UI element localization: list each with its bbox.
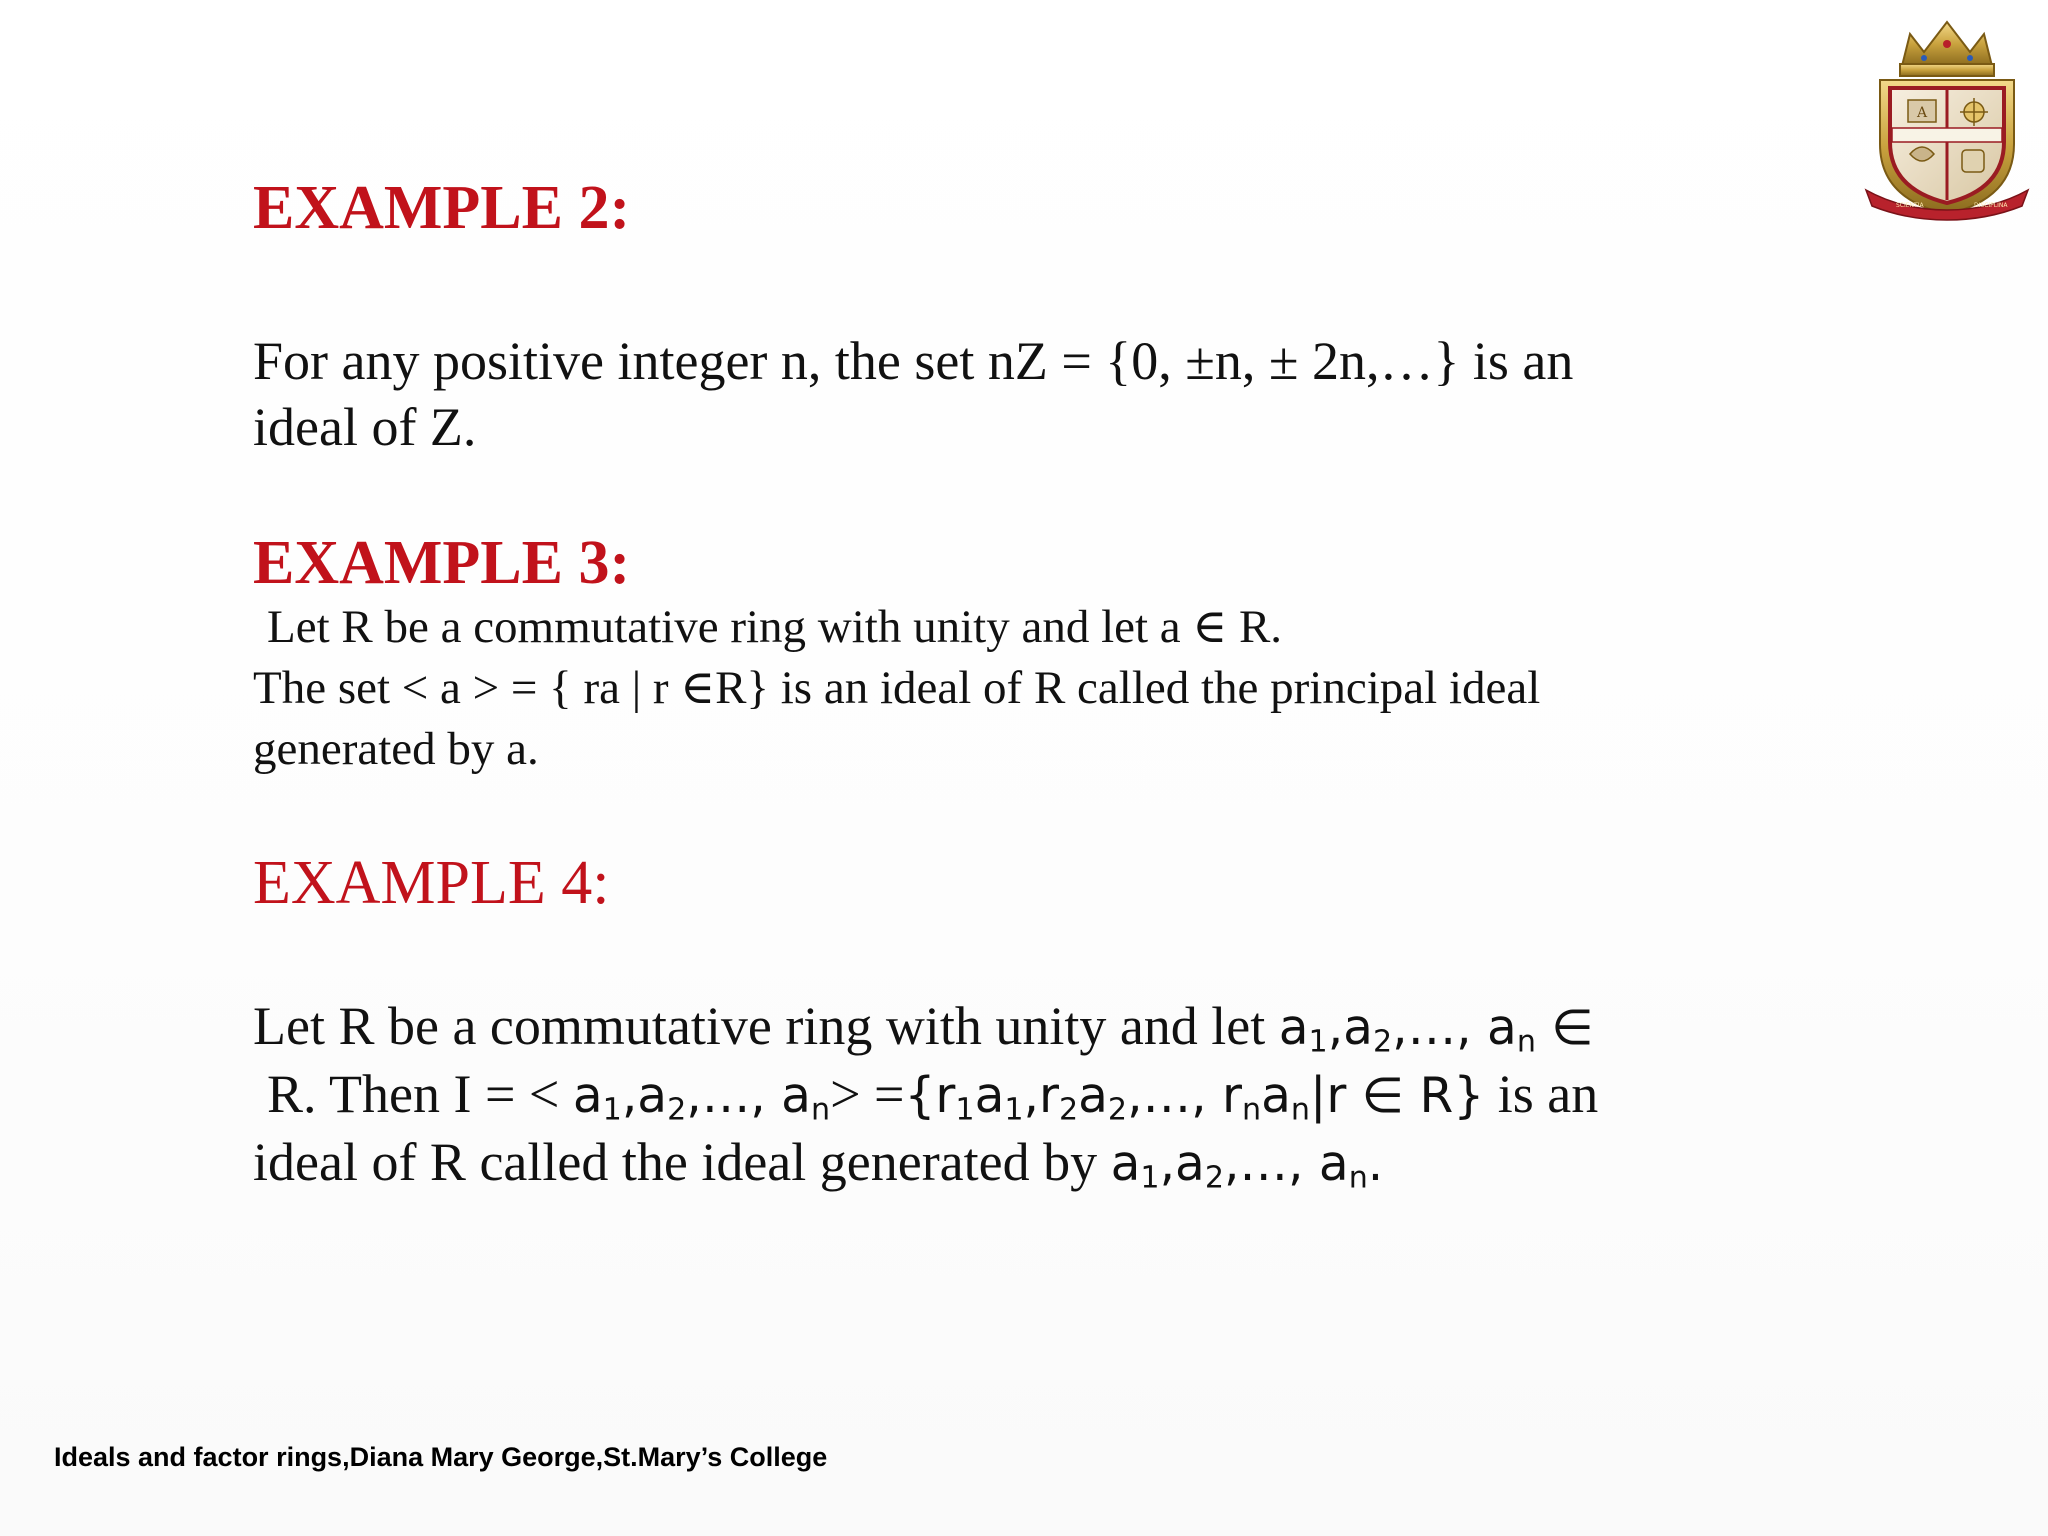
svg-text:SCIENTIA: SCIENTIA — [1896, 202, 1924, 209]
footer-caption: Ideals and factor rings,Diana Mary George,St.Mary’s College — [54, 1442, 828, 1472]
college-crest-icon — [1862, 14, 2032, 224]
example-3-line-3: generated by a. — [253, 723, 539, 775]
example-3-body — [253, 597, 1813, 780]
example-3-line-2: The set < a > = { ra | r ∈R} is an ideal of R called the principal ideal — [253, 662, 1541, 714]
example-4-line-3: ideal of R called the ideal generated by $a_1,a_2,\dots$, $a_n$. — [253, 1132, 1384, 1196]
svg-text:DISCIPLINA: DISCIPLINA — [1974, 202, 2008, 209]
example-3-line-1: Let R be a commutative ring with unity and let a ∈ R. — [267, 601, 1283, 653]
example-4-line-1: Let R be a commutative ring with unity and let $a_1,a_2,\dots$, $a_n$ ∈ — [253, 996, 1594, 1060]
example-4-heading: EXAMPLE 4: — [253, 849, 610, 917]
svg-text:A: A — [1916, 105, 1928, 121]
example-3-heading: EXAMPLE 3: — [253, 529, 631, 597]
example-2-line-1: For any positive integer n, the set nZ = {0, ±n, ± 2n,…} is an — [253, 331, 1574, 391]
example-2-line-2: ideal of Z. — [253, 397, 477, 457]
example-4-line-2: R. Then I = < $a_1,a_2,\dots$, $a_n>$ $=\{r_1a_1,r_2a_2,\dots$, $r_na_n|r$ ∈ R} is an — [267, 1064, 1599, 1128]
example-2-body — [253, 328, 1813, 460]
example-4-body — [253, 993, 1813, 1197]
example-2-heading: EXAMPLE 2: — [253, 174, 631, 242]
